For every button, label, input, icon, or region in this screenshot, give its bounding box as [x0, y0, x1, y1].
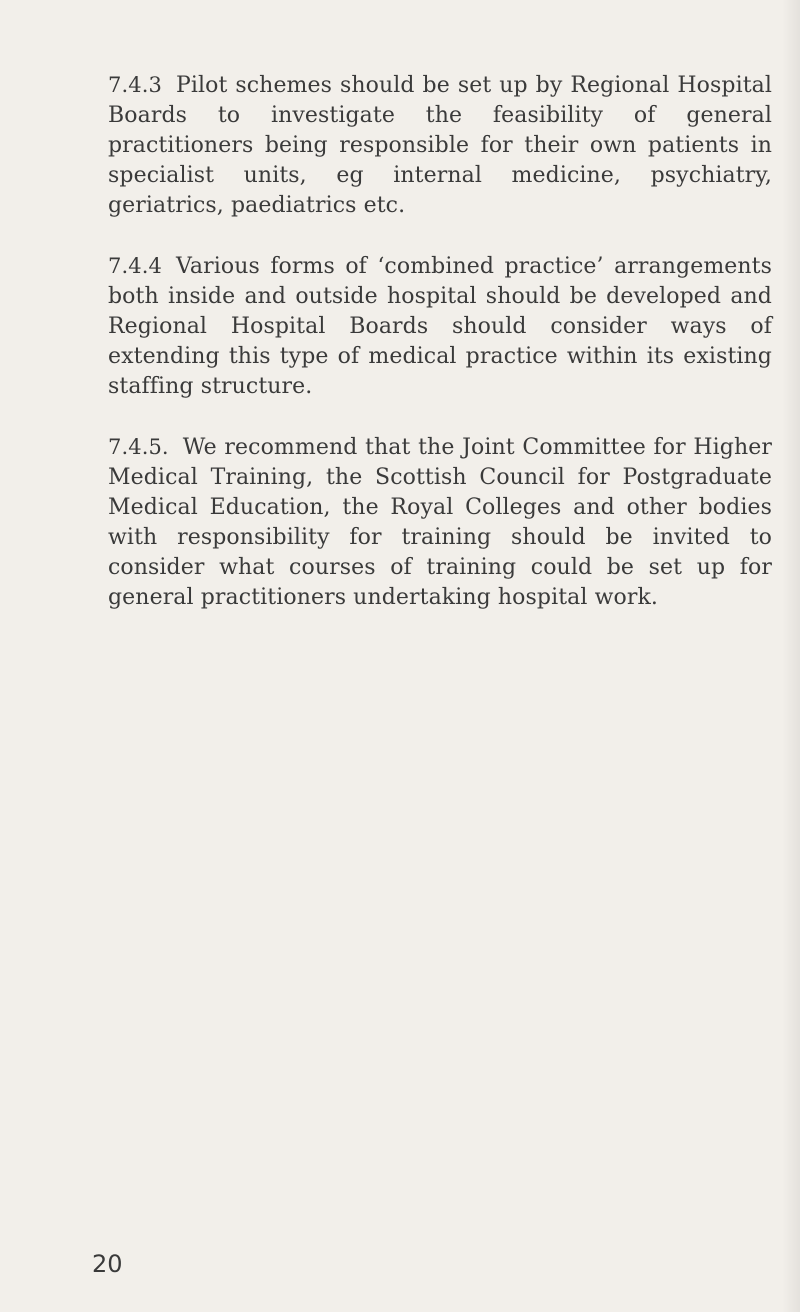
paragraph-number: 7.4.3 [108, 73, 162, 97]
paragraph-text: Various forms of ‘combined practice’ arrangements both inside and outside hospital should be developed and Regional Hospital Boards should consider ways of extending this type of medical practice within its existing staffing structure. [108, 254, 772, 399]
paragraph-number: 7.4.4 [108, 254, 162, 278]
paragraph-7-4-4 [108, 251, 772, 402]
paragraph-7-4-5 [108, 432, 772, 613]
paragraph-7-4-3 [108, 70, 772, 221]
paragraph-text: We recommend that the Joint Committee for Higher Medical Training, the Scottish Council for Postgraduate Medical Education, the Royal Colleges and other bodies with responsibility for training should be invited to consider what courses of training could be set up for general practitioners undertaking hospital work. [108, 435, 772, 610]
paragraph-number: 7.4.5. [108, 435, 169, 459]
page-edge-shadow [782, 0, 800, 1312]
page-content [108, 70, 772, 643]
page-number: 20 [92, 1250, 123, 1278]
paragraph-text: Pilot schemes should be set up by Regional Hospital Boards to investigate the feasibility of general practitioners being responsible for their own patients in specialist units, eg internal medicine, psychiatry, geriatrics, paediatrics etc. [108, 73, 772, 218]
